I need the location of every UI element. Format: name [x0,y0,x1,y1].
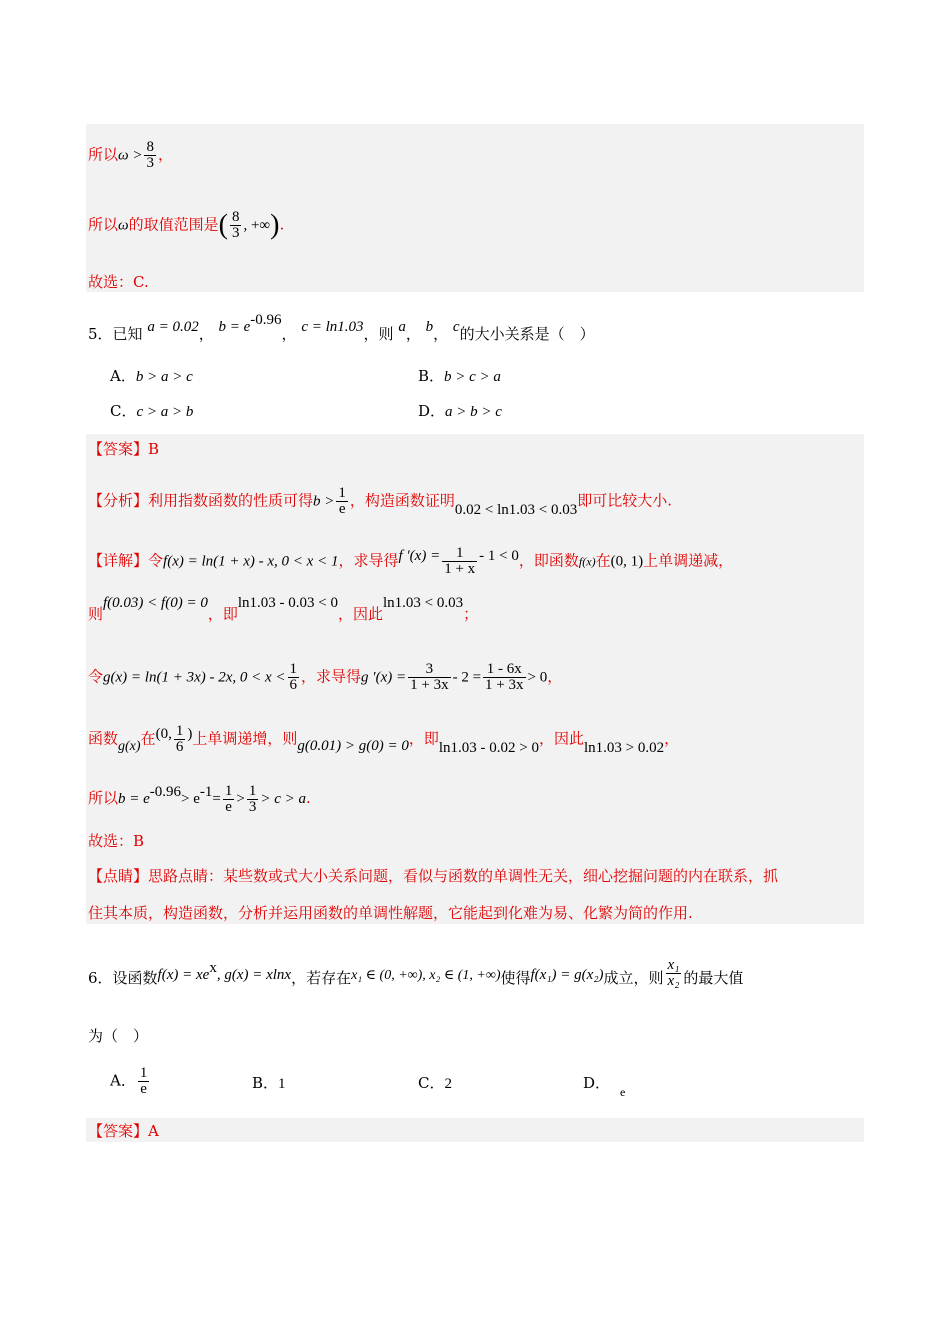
q5-detail-line4: 函数g(x)在(0, $\frac{1}{6}$ )上单调递增，则g(0.01) > g(0) = 0，即ln1.03 - 0.02 > 0，因此ln1.03 > 0.02， [88,723,680,756]
omega-bound-line: 所以ω > $\frac{8}{3}$ ， [88,139,173,171]
answer-block-q6 [86,1118,864,1142]
q5-option-d[interactable]: D．a > b > c [418,402,502,420]
q6-option-c[interactable]: C．2 [418,1074,452,1092]
q5-point-line2: 住其本质，构造函数，分析并运用函数的单调性解题，它能起到化难为易、化繁为简的作用. [88,904,693,922]
q5-analysis: 【分析】利用指数函数的性质可得b > $\frac{1}{e}$ ，构造函数证明0.02 < ln1.03 < 0.03即可比较大小. [88,485,673,518]
q5-option-b[interactable]: B．b > c > a [418,367,501,385]
q5-option-c[interactable]: C．c > a > b [110,402,194,420]
q6-option-b[interactable]: B．1 [252,1074,286,1092]
q6-option-d[interactable]: D． $_e$ [583,1074,626,1099]
q5-choose: 故选：B [88,832,145,850]
q5-stem: 5．已知 a = 0.02， $b = e^{-0.96}$， c = ln1.03，则 a， b， c的大小关系是（ ） [88,312,595,343]
q5-detail-line2: 则f(0.03) < f(0) = 0，即ln1.03 - 0.03 < 0，因此ln1.03 < 0.03； [88,595,479,623]
q6-stem-line2: 为（ ） [88,1027,149,1045]
q5-detail-line1: 【详解】令f(x) = ln(1 + x) - x, 0 < x < 1，求导得f ′(x) = $\frac{1}{1 + x}$ - 1 < 0，即函数f(x)在(0, 1)上单调递减， [88,545,734,577]
q5-detail-line3: 令g(x) = ln(1 + 3x) - 2x, 0 < x < $\frac{1}{6}$ ，求导得g ′(x) = $\frac{3}{1 + 3x}$ - 2 = $\frac{1 - 6x}{1 + 3x}$ > 0， [88,661,563,693]
q6-stem: 6．设函数$f(x) = xe^x$, g(x) = xlnx，若存在x₁ ∈ (0, +∞), x₂ ∈ (1, +∞)使得f(x₁) = g(x₂)成立，则 $\frac{\text{x₁}}{\text{x₂}}$ 的最大值 [88,956,744,989]
omega-range-line: 所以ω的取值范围是( $\frac{8}{3}$ , +∞). [88,209,285,241]
top-answer: 故选：C. [88,273,149,291]
solution-block-top [86,124,864,292]
q5-answer: 【答案】B [88,440,160,458]
q5-detail-line5: 所以$b = e^{-0.96}> e^{-1}=$ $\frac{1}{e}$ > $\frac{1}{3}$ > c > a. [88,782,311,815]
q6-option-a[interactable]: A． $\frac{1}{e}$ [110,1065,148,1097]
q5-option-a[interactable]: A．b > a > c [110,367,193,385]
q5-point-line1: 【点睛】思路点睛：某些数或式大小关系问题，看似与函数的单调性无关，细心挖掘问题的内在联系，抓 [88,867,779,885]
q6-answer: 【答案】A [88,1122,159,1140]
